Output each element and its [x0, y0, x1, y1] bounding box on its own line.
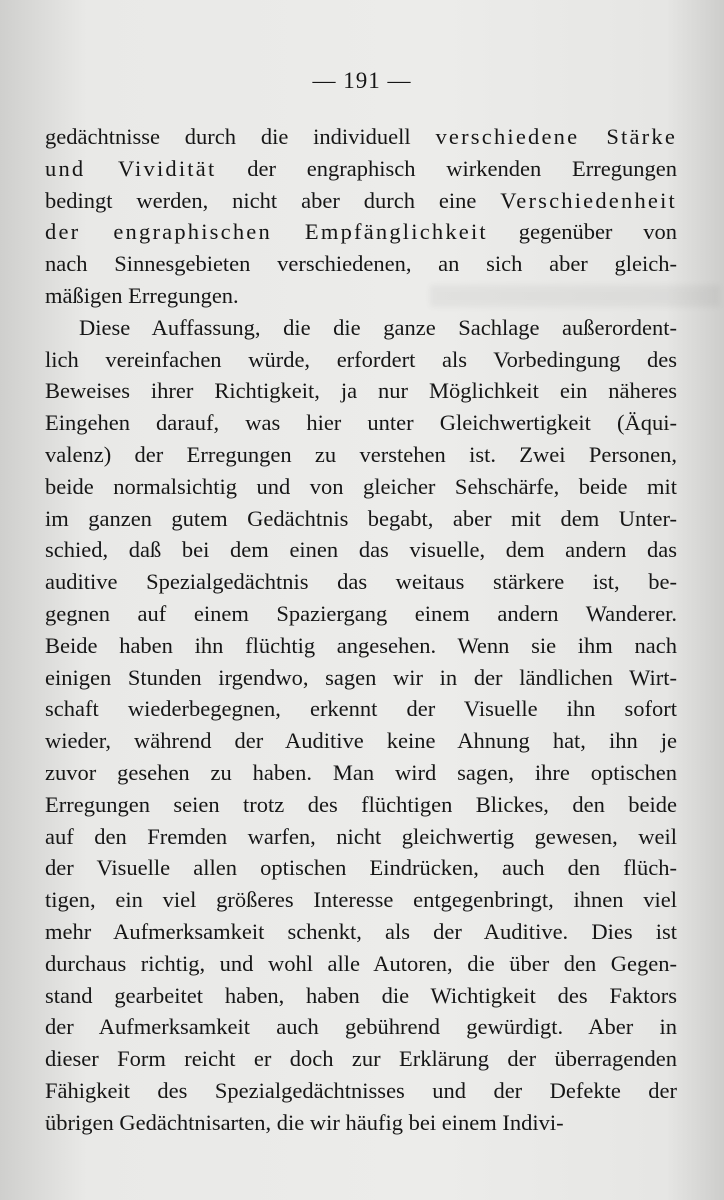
text-run: mehr Aufmerksamkeit schenkt, als der Auditive. Dies ist	[45, 918, 677, 944]
text-line	[45, 1011, 677, 1043]
text-run: durchaus richtig, und wohl alle Autoren, die über den Gegen-	[45, 950, 677, 976]
text-run: dieser Form reicht er doch zur Erklärung der überragenden	[45, 1046, 677, 1072]
text-line	[45, 598, 677, 630]
page-number: — 191 —	[312, 68, 412, 93]
text-run: der engraphisch wirkenden Erregungen	[216, 155, 678, 181]
text-run: gedächtnisse durch die individuell	[45, 124, 436, 149]
emphasized-text: Verschiedenheit	[500, 187, 677, 213]
text-line	[45, 852, 677, 884]
text-run: der Aufmerksamkeit auch gebührend gewürdigt. Aber in	[45, 1014, 677, 1040]
text-line	[45, 185, 677, 217]
text-run: übrigen Gedächtnisarten, die wir häufig bei einem Indivi-	[45, 1109, 564, 1135]
text-line	[45, 407, 677, 439]
text-run: nach Sinnesgebieten verschiedenen, an sich aber gleich-	[45, 251, 677, 277]
text-line	[45, 503, 677, 535]
text-run: Erregungen seien trotz des flüchtigen Blickes, den beide	[45, 791, 677, 817]
text-line	[45, 630, 677, 662]
text-run: valenz) der Erregungen zu verstehen ist. Zwei Personen,	[45, 441, 677, 467]
text-line	[45, 1043, 677, 1075]
text-run: gegenüber von	[487, 219, 677, 245]
text-line	[45, 821, 677, 853]
text-line	[45, 789, 677, 821]
text-line	[45, 566, 677, 598]
text-run: lich vereinfachen würde, erfordert als Vorbedingung des	[45, 346, 677, 372]
emphasized-text: und Vividität	[45, 155, 217, 181]
text-line	[45, 948, 677, 980]
text-line	[45, 121, 677, 153]
text-line	[45, 1075, 677, 1107]
text-line	[45, 216, 677, 248]
text-line	[45, 248, 677, 280]
text-line	[45, 534, 677, 566]
text-run: auf den Fremden warfen, nicht gleichwertig gewesen, weil	[45, 823, 677, 849]
text-run: Eingehen darauf, was hier unter Gleichwertigkeit (Äqui-	[45, 410, 677, 436]
text-run: beide normalsichtig und von gleicher Sehschärfe, beide mit	[45, 473, 677, 499]
text-run: einigen Stunden irgendwo, sagen wir in der ländlichen Wirt-	[45, 664, 677, 690]
text-run: zuvor gesehen zu haben. Man wird sagen, ihre optischen	[45, 759, 677, 785]
text-run: der Visuelle allen optischen Eindrücken, auch den flüch-	[45, 855, 677, 881]
text-run: wieder, während der Auditive keine Ahnung hat, ihn je	[45, 728, 677, 754]
emphasized-text: verschiedene Stärke	[435, 124, 678, 149]
text-run: Beide haben ihn flüchtig angesehen. Wenn sie ihm nach	[45, 632, 677, 658]
text-run: Beweises ihrer Richtigkeit, ja nur Möglichkeit ein näheres	[45, 378, 677, 404]
text-line	[45, 980, 677, 1012]
text-line	[45, 312, 677, 344]
text-line	[45, 344, 677, 376]
text-run: schied, daß bei dem einen das visuelle, dem andern das	[45, 537, 677, 563]
text-run: gegnen auf einem Spaziergang einem andern Wanderer.	[45, 600, 677, 626]
text-run: stand gearbeitet haben, haben die Wichtigkeit des Faktors	[45, 982, 677, 1008]
text-line	[45, 1107, 677, 1139]
text-line	[45, 757, 677, 789]
text-run: auditive Spezialgedächtnis das weitaus stärkere ist, be-	[45, 569, 677, 595]
body-text	[45, 121, 677, 1139]
text-line	[45, 375, 677, 407]
text-line	[45, 916, 677, 948]
text-run: Fähigkeit des Spezialgedächtnisses und der Defekte der	[45, 1077, 677, 1103]
text-run: Diese Auffassung, die die ganze Sachlage außerordent-	[79, 314, 677, 340]
text-line	[45, 725, 677, 757]
text-line	[45, 280, 677, 312]
text-run: schaft wiederbegegnen, erkennt der Visuelle ihn sofort	[45, 696, 677, 722]
emphasized-text: der engraphischen Empfänglichkeit	[45, 219, 488, 245]
text-run: im ganzen gutem Gedächtnis begabt, aber mit dem Unter-	[45, 505, 677, 531]
text-line	[45, 884, 677, 916]
text-line	[45, 471, 677, 503]
text-line	[45, 153, 677, 185]
text-line	[45, 439, 677, 471]
text-run: mäßigen Erregungen.	[45, 282, 239, 308]
text-run: bedingt werden, nicht aber durch eine	[45, 187, 501, 213]
text-line	[45, 693, 677, 725]
text-line	[45, 662, 677, 694]
text-run: tigen, ein viel größeres Interesse entgegenbringt, ihnen viel	[45, 887, 677, 913]
